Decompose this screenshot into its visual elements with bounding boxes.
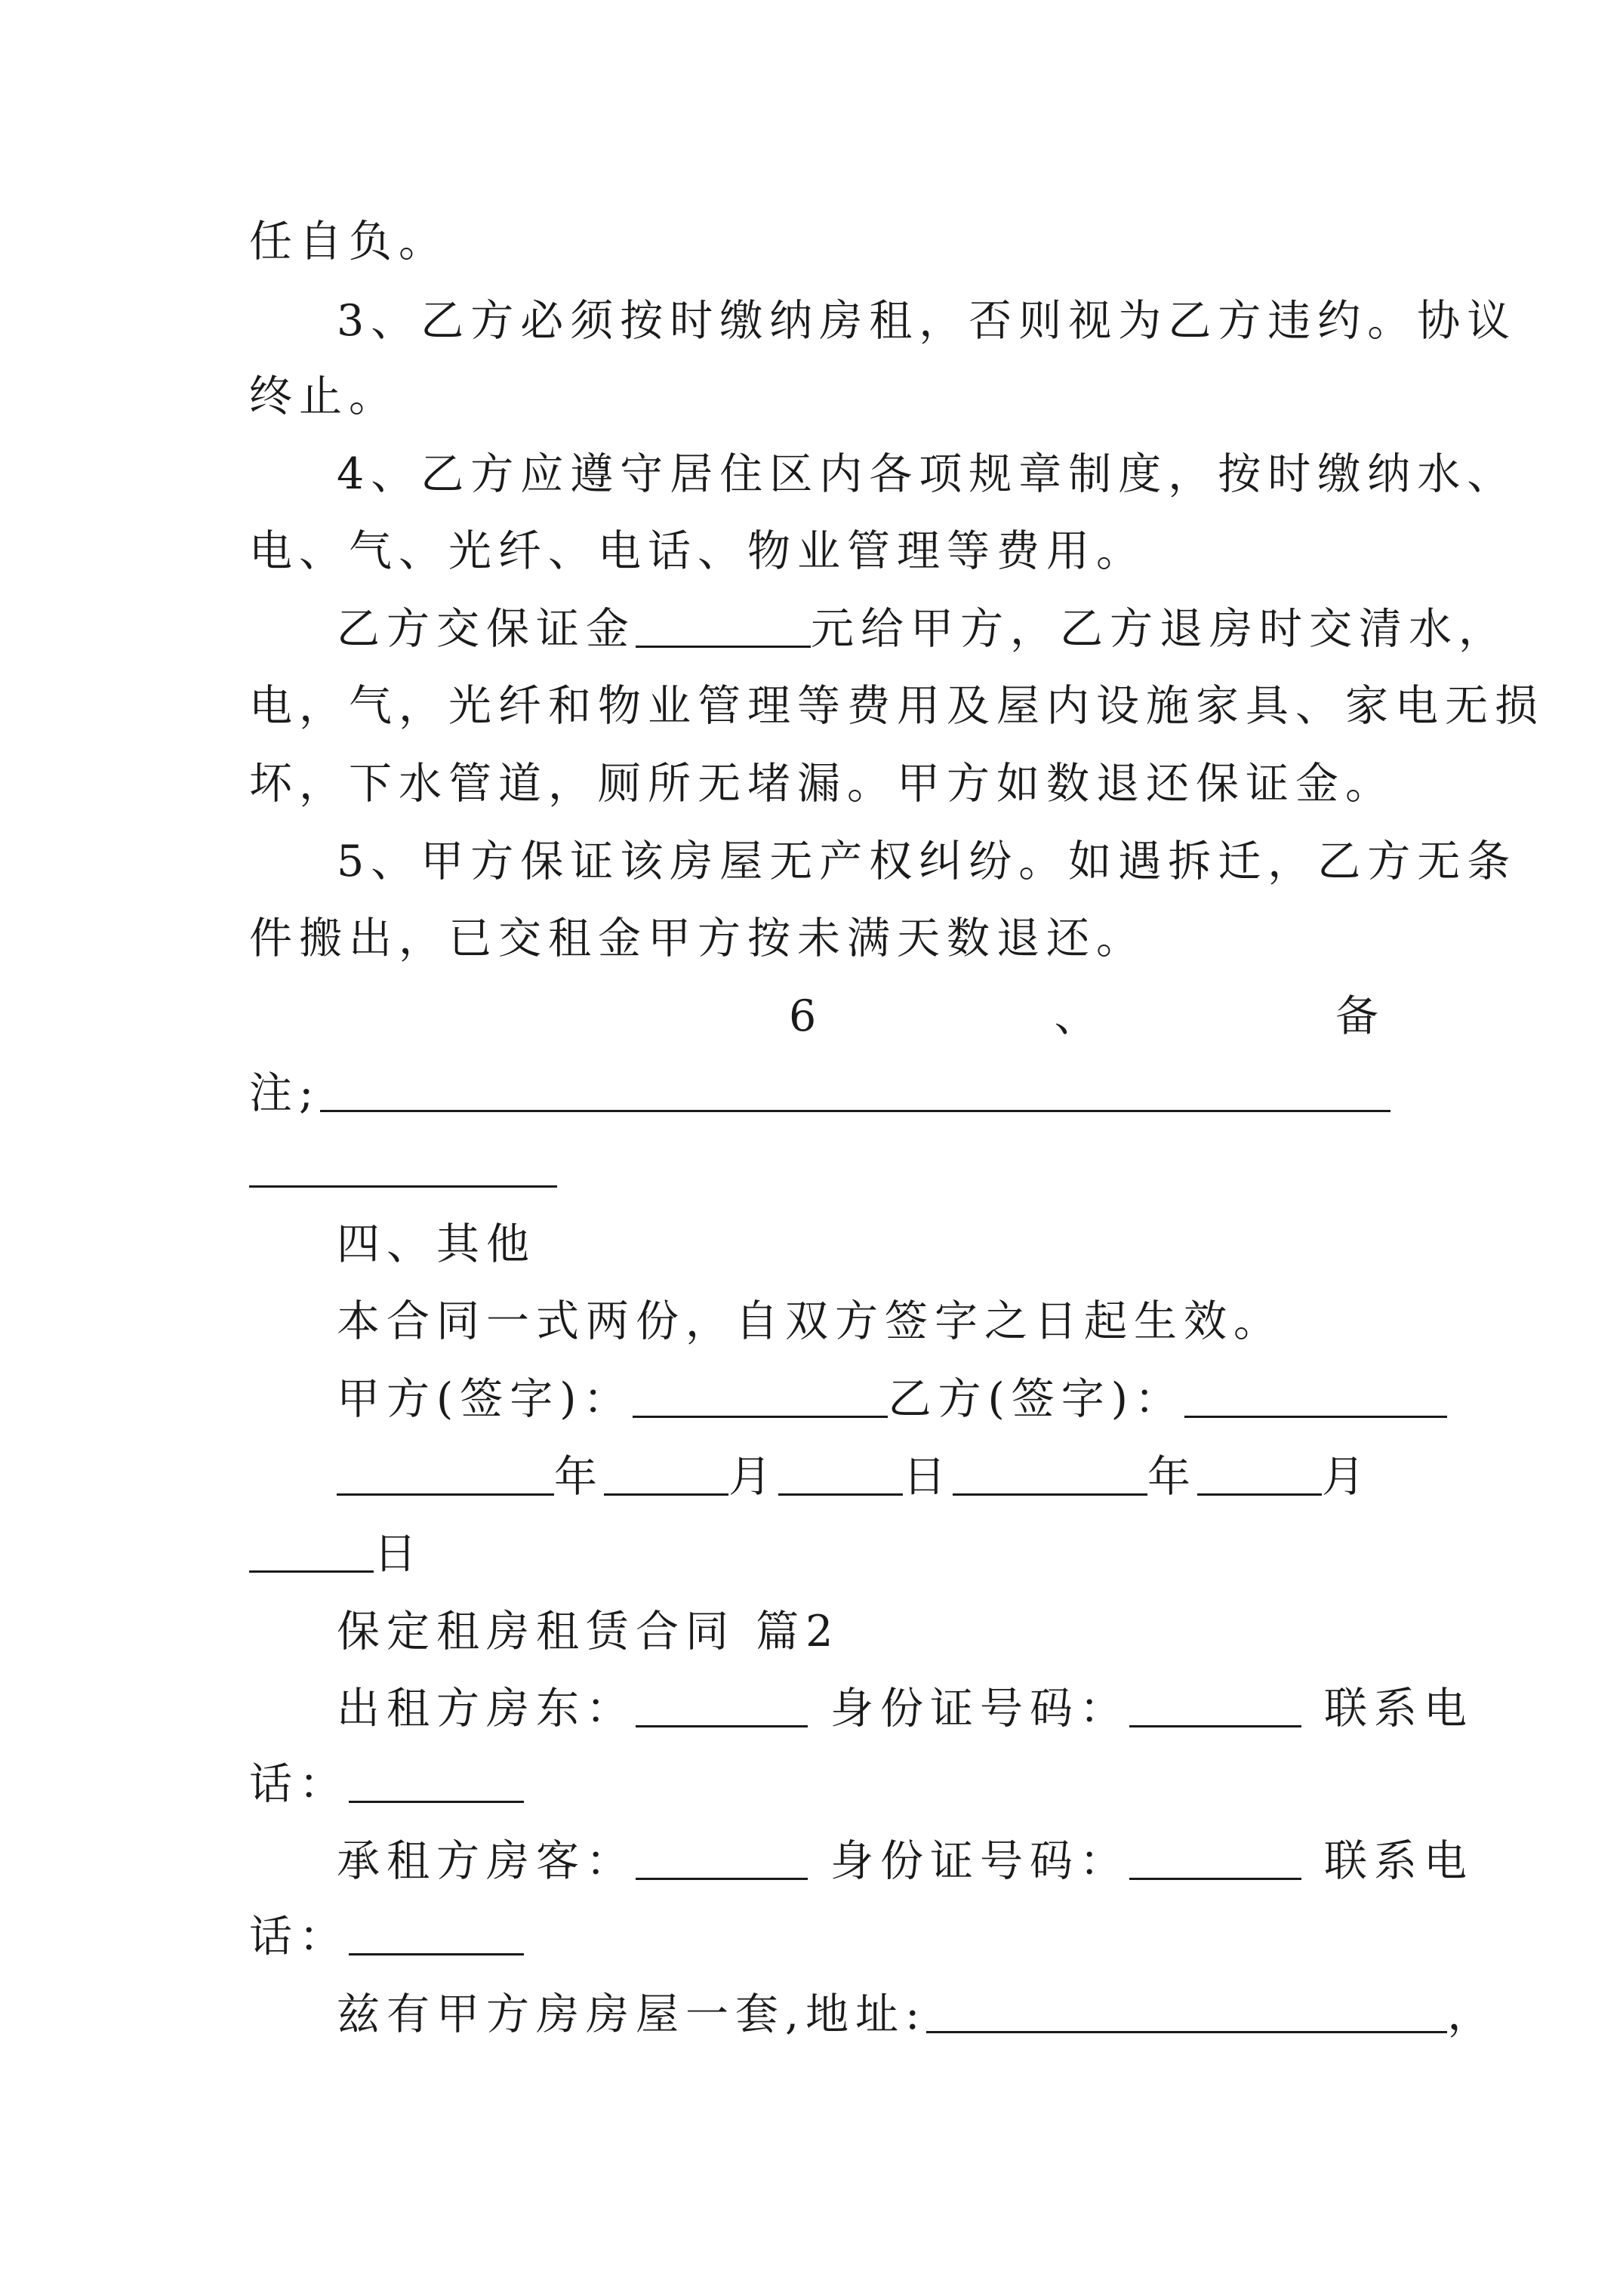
party-b-day-blank[interactable] <box>249 1533 374 1573</box>
remarks-header-line <box>789 991 1385 1041</box>
deposit-text: 元给甲方，乙方退房时交清水， <box>811 604 1508 654</box>
party-a-sign-blank[interactable] <box>633 1378 888 1418</box>
lessee-name-blank[interactable] <box>636 1840 808 1880</box>
lessor-line <box>337 1684 1474 1734</box>
deposit-line <box>337 604 1508 654</box>
signature-line <box>337 1374 1385 1424</box>
paragraph-line: 3、乙方必须按时缴纳房租，否则视为乙方违约。协议 <box>337 296 1517 346</box>
lessee-phone-blank[interactable] <box>349 1915 524 1955</box>
lessor-phone-blank[interactable] <box>349 1763 524 1803</box>
address-label: 兹有甲方房房屋一套,地址: <box>337 1989 927 2039</box>
paragraph-line: 件搬出，已交租金甲方按未满天数退还。 <box>249 914 1146 963</box>
remarks-line <box>249 1068 1385 1118</box>
party-b-year-blank[interactable] <box>953 1456 1147 1496</box>
date-line-continued <box>249 1529 1385 1579</box>
paragraph-line: 任自负。 <box>249 217 448 267</box>
day-label: 日 <box>374 1529 423 1579</box>
remarks-number: 6 <box>789 991 824 1041</box>
deposit-label: 乙方交保证金 <box>337 604 636 654</box>
month-label: 月 <box>1322 1452 1372 1502</box>
section-heading: 四、其他 <box>337 1219 536 1269</box>
party-b-sign-label: 乙方(签字)： <box>888 1374 1184 1424</box>
party-a-sign-label: 甲方(签字)： <box>337 1374 633 1424</box>
address-comma: ， <box>1447 1989 1498 2039</box>
paragraph-line: 电，气，光纤和物业管理等费用及屋内设施家具、家电无损 <box>249 681 1544 731</box>
lessee-line <box>337 1836 1474 1886</box>
day-label: 日 <box>903 1452 953 1502</box>
paragraph-line: 本合同一式两份，自双方签字之日起生效。 <box>337 1296 1283 1346</box>
lessee-id-blank[interactable] <box>1129 1840 1301 1880</box>
lessor-phone-label-cont: 话： <box>249 1759 349 1809</box>
party-b-sign-blank[interactable] <box>1184 1378 1447 1418</box>
section-title: 保定租房租赁合同 篇2 <box>337 1607 840 1657</box>
lessor-id-label: 身份证号码： <box>830 1684 1129 1734</box>
lessor-phone-line <box>249 1759 1385 1809</box>
remarks-continuation <box>249 1148 1385 1191</box>
deposit-amount-blank[interactable] <box>636 608 811 648</box>
lessee-id-label: 身份证号码： <box>830 1836 1129 1886</box>
remarks-label: 注; <box>249 1068 321 1118</box>
address-blank[interactable] <box>926 1993 1447 2033</box>
remarks-separator: 、 <box>1054 991 1104 1041</box>
remarks-word: 备 <box>1335 991 1385 1041</box>
paragraph-line: 坏，下水管道，厕所无堵漏。甲方如数退还保证金。 <box>249 759 1395 809</box>
lessee-phone-label-cont: 话： <box>249 1912 349 1962</box>
lessee-label: 承租方房客： <box>337 1836 636 1886</box>
paragraph-line: 终止。 <box>249 371 399 421</box>
lessor-name-blank[interactable] <box>636 1687 808 1727</box>
lessor-id-blank[interactable] <box>1129 1687 1301 1727</box>
lessor-phone-label: 联系电 <box>1324 1684 1474 1734</box>
lessee-phone-label: 联系电 <box>1324 1836 1474 1886</box>
paragraph-line: 5、甲方保证该房屋无产权纠纷。如遇拆迁，乙方无条 <box>337 837 1517 886</box>
party-a-month-blank[interactable] <box>604 1456 728 1496</box>
lessee-phone-line <box>249 1912 1385 1962</box>
party-a-day-blank[interactable] <box>778 1456 903 1496</box>
paragraph-line: 4、乙方应遵守居住区内各项规章制度，按时缴纳水、 <box>337 449 1517 499</box>
lessor-label: 出租方房东： <box>337 1684 636 1734</box>
party-a-year-blank[interactable] <box>337 1456 554 1496</box>
date-line <box>337 1452 1385 1502</box>
year-label: 年 <box>554 1452 604 1502</box>
address-line <box>337 1989 1498 2039</box>
remarks-blank[interactable] <box>320 1072 1390 1112</box>
year-label: 年 <box>1147 1452 1197 1502</box>
party-b-month-blank[interactable] <box>1197 1456 1322 1496</box>
remarks-blank-continued[interactable] <box>249 1148 557 1188</box>
paragraph-line: 电、气、光纤、电话、物业管理等费用。 <box>249 526 1146 576</box>
month-label: 月 <box>728 1452 778 1502</box>
